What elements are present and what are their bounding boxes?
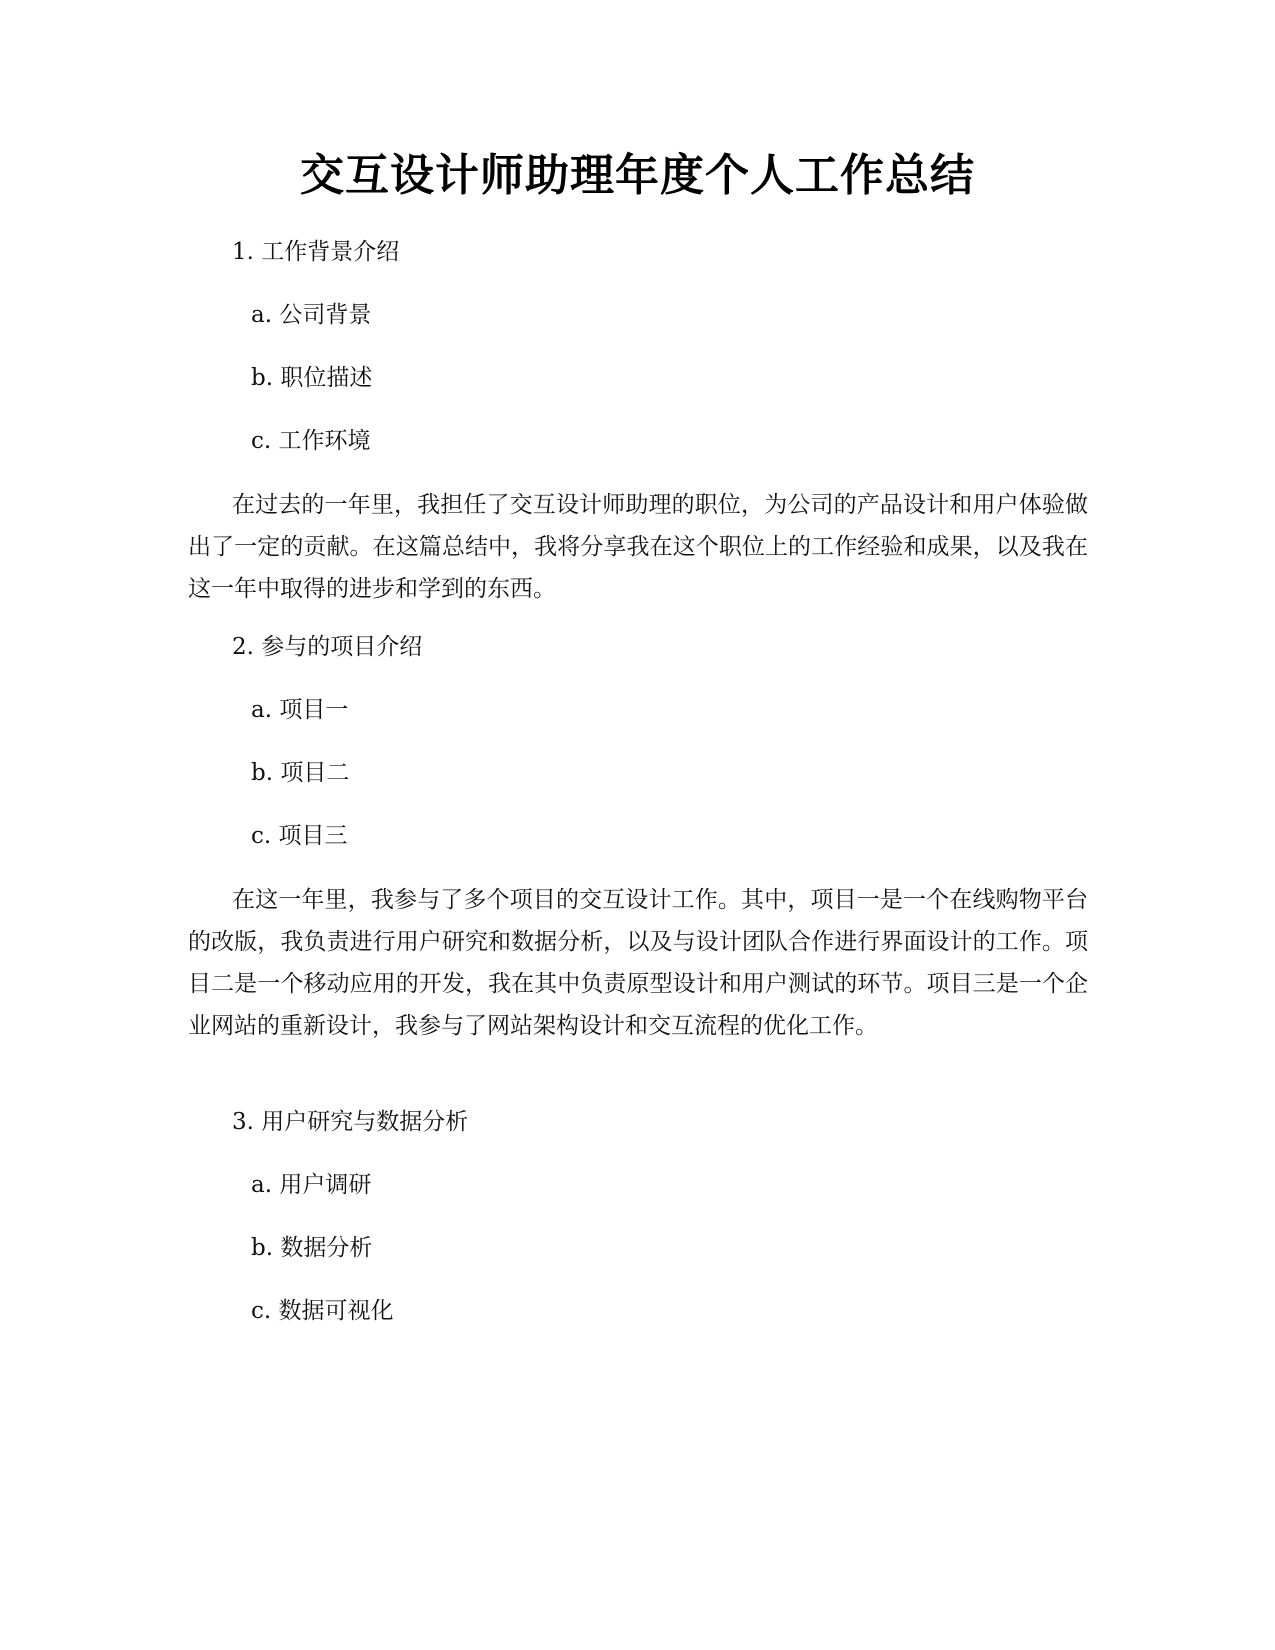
page-title: 交互设计师助理年度个人工作总结	[300, 150, 975, 201]
list-item: b. 数据分析	[251, 1235, 373, 1261]
list-item: c. 工作环境	[251, 428, 371, 454]
list-item: a. 用户调研	[251, 1172, 372, 1198]
body-paragraph-1: 在过去的一年里，我担任了交互设计师助理的职位，为公司的产品设计和用户体验做出了一定的贡献。在这篇总结中，我将分享我在这个职位上的工作经验和成果，以及我在这一年中取得的进步和学到的东西。	[188, 492, 1088, 602]
section-heading-2: 2. 参与的项目介绍	[232, 634, 423, 660]
list-item: a. 项目一	[251, 697, 349, 723]
list-item: c. 项目三	[251, 823, 348, 849]
list-item: c. 数据可视化	[251, 1298, 394, 1324]
body-paragraph-2: 在这一年里，我参与了多个项目的交互设计工作。其中，项目一是一个在线购物平台的改版，我负责进行用户研究和数据分析，以及与设计团队合作进行界面设计的工作。项目二是一个移动应用的开发，我在其中负责原型设计和用户测试的环节。项目三是一个企业网站的重新设计，我参与了网站架构设计和交互流程的优化工作。	[188, 887, 1088, 1039]
list-item: b. 职位描述	[251, 365, 373, 391]
section-heading-3: 3. 用户研究与数据分析	[232, 1109, 469, 1135]
section-heading-1: 1. 工作背景介绍	[232, 239, 400, 265]
list-item: b. 项目二	[251, 760, 350, 786]
list-item: a. 公司背景	[251, 302, 372, 328]
